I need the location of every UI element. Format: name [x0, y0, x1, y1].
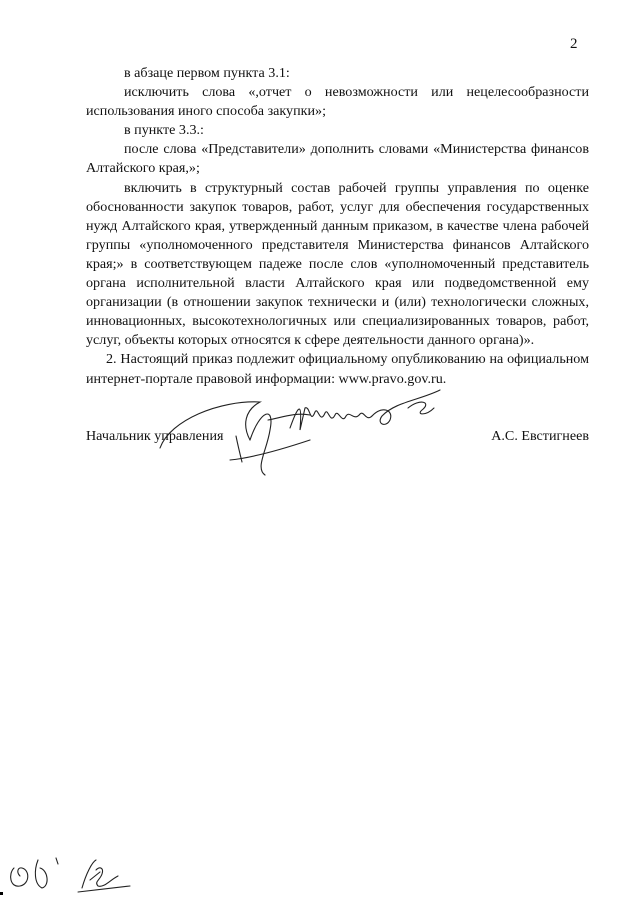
- handwritten-initials: [0, 840, 140, 900]
- handwritten-signature: [150, 380, 460, 480]
- page-number: 2: [570, 36, 578, 52]
- signer-name: А.С. Евстигнеев: [491, 428, 589, 444]
- paragraph-publication: 2. Настоящий приказ подлежит официальному опубликованию на официальном интернет-портале правовой информации: www.pravo.gov.ru.: [86, 351, 589, 387]
- signer-position: Начальник управления: [86, 428, 224, 444]
- paragraph-clause-3-1: в абзаце первом пункта 3.1:: [124, 65, 290, 81]
- paragraph-add-words: после слова «Представители» дополнить словами «Министерства финансов Алтайского края,»;: [86, 141, 589, 177]
- paragraph-include-member: включить в структурный состав рабочей группы управления по оценке обоснованности закупок товаров, работ, услуг для обеспечения государственных нужд Алтайского края, утвержденный данным приказом, в качестве члена рабочей группы «уполномоченного представителя Министерства финансов Алтайского края;» в соответствующем падеже после слов «уполномоченный представитель органа исполнительной власти Алтайского края или подведомственной ему организации (в отношении закупок технически и (или) технологически сложных, инновационных, высокотехнологичных или специализированных товаров, работ, услуг, объекты которых относятся к сфере деятельности данного органа)».: [86, 179, 589, 349]
- paragraph-exclude-words: исключить слова «,отчет о невозможности или нецелесообразности использования иного способа закупки»;: [86, 84, 589, 120]
- paragraph-clause-3-3: в пункте 3.3.:: [124, 122, 204, 139]
- document-body: [86, 64, 589, 389]
